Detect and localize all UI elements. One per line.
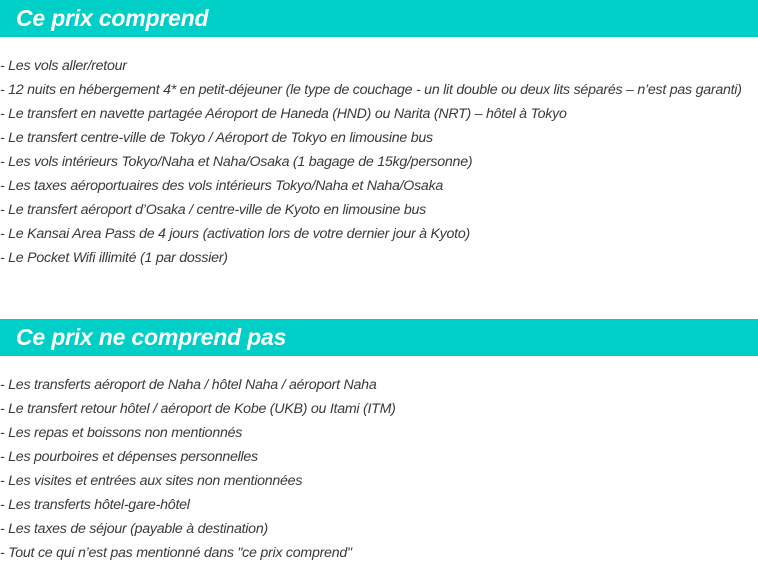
list-item: - Le Kansai Area Pass de 4 jours (activation lors de votre dernier jour à Kyoto) [0, 226, 470, 242]
list-item: - Le transfert aéroport d’Osaka / centre-ville de Kyoto en limousine bus [0, 202, 426, 218]
included-items-list [0, 54, 742, 270]
list-item: - Les pourboires et dépenses personnelles [0, 449, 258, 465]
list-item: - 12 nuits en hébergement 4* en petit-déjeuner (le type de couchage - un lit double ou deux lits séparés – n’est pas garanti) [0, 82, 742, 98]
excluded-items-list [0, 373, 396, 565]
list-item: - Le transfert retour hôtel / aéroport de Kobe (UKB) ou Itami (ITM) [0, 401, 396, 417]
section-header-excluded: Ce prix ne comprend pas [0, 319, 758, 356]
list-item: - Les transferts hôtel-gare-hôtel [0, 497, 190, 513]
list-item: - Les vols intérieurs Tokyo/Naha et Naha/Osaka (1 bagage de 15kg/personne) [0, 154, 473, 170]
list-item: - Le transfert en navette partagée Aéroport de Haneda (HND) ou Narita (NRT) – hôtel à Tokyo [0, 106, 567, 122]
list-item: - Les repas et boissons non mentionnés [0, 425, 243, 441]
list-item: - Les taxes de séjour (payable à destination) [0, 521, 268, 537]
list-item: - Le transfert centre-ville de Tokyo / Aéroport de Tokyo en limousine bus [0, 130, 433, 146]
list-item: - Les taxes aéroportuaires des vols intérieurs Tokyo/Naha et Naha/Osaka [0, 178, 444, 194]
section-header-included: Ce prix comprend [0, 0, 758, 37]
list-item: - Le Pocket Wifi illimité (1 par dossier) [0, 250, 228, 266]
list-item: - Les vols aller/retour [0, 58, 127, 74]
list-item: - Les transferts aéroport de Naha / hôtel Naha / aéroport Naha [0, 377, 377, 393]
list-item: - Tout ce qui n’est pas mentionné dans "ce prix comprend" [0, 545, 352, 561]
list-item: - Les visites et entrées aux sites non mentionnées [0, 473, 303, 489]
